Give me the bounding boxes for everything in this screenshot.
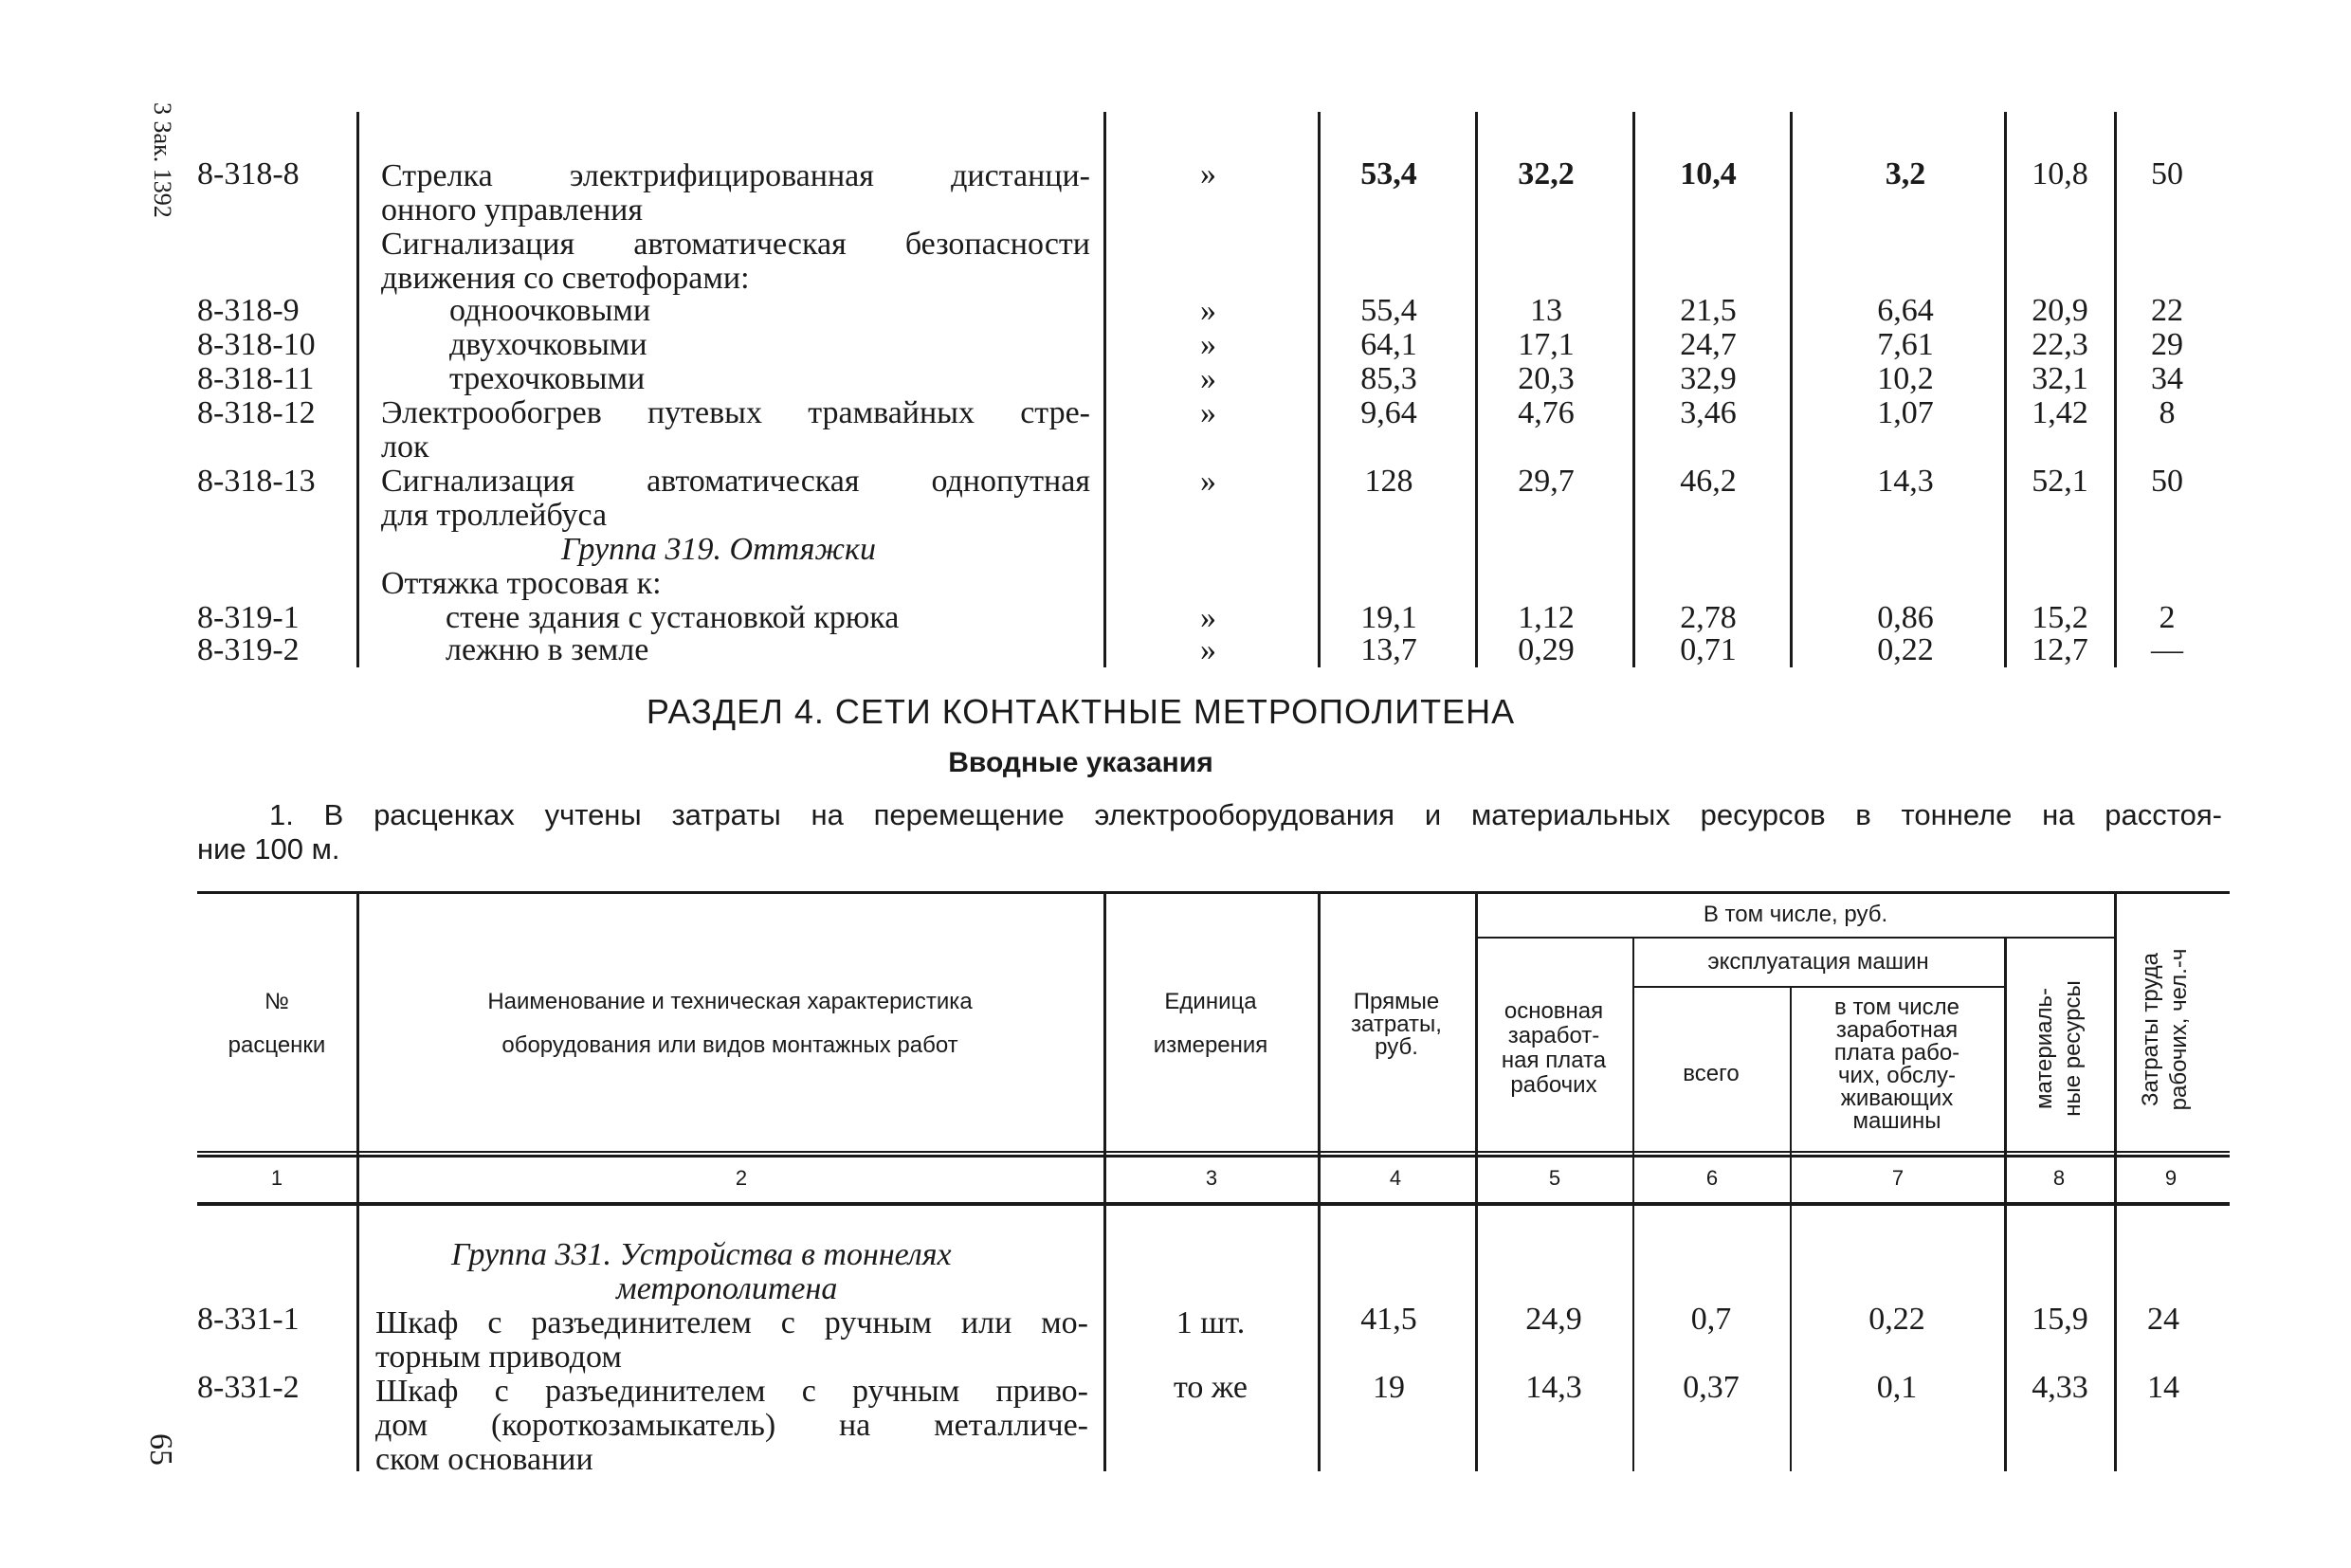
desc-8-331-1-l1: Шкаф с разъединителем с ручным или мо- (375, 1305, 1088, 1340)
val-8-318-13-direct: 128 (1364, 464, 1413, 499)
val-8-318-11-machwage: 10,2 (1877, 361, 1934, 396)
hdr-col7-l6: машины (1852, 1108, 1941, 1134)
val-8-331-1-wage: 24,9 (1525, 1302, 1582, 1337)
desc-8-318-13-l1: Сигнализация автоматическая однопутная (381, 464, 1090, 499)
colnum-1: 1 (270, 1166, 283, 1190)
unit-8-318-8: » (1200, 156, 1216, 191)
val-8-331-2-mat: 4,33 (2032, 1370, 2088, 1405)
val-8-318-12-mat: 1,42 (2032, 395, 2088, 430)
hdr-col5-l2: заработ- (1507, 1023, 1600, 1048)
val-8-318-12-machwage: 1,07 (1877, 395, 1934, 430)
val-8-319-2-mach: 0,71 (1680, 632, 1737, 667)
desc-signal-l2: движения со светофорами: (381, 261, 750, 296)
unit-8-319-2: » (1200, 632, 1216, 667)
unit-8-331-1: 1 шт. (1176, 1305, 1246, 1340)
hdr-col5-l3: ная плата (1501, 1048, 1607, 1073)
desc-8-331-1-l2: торным приводом (375, 1340, 622, 1375)
val-8-318-12-direct: 9,64 (1360, 395, 1417, 430)
code-8-318-11: 8-318-11 (197, 361, 315, 396)
hdr-col4-l1: Прямые (1353, 989, 1440, 1014)
val-8-331-2-direct: 19 (1373, 1370, 1405, 1405)
val-8-318-8-mach: 10,4 (1680, 156, 1737, 191)
hdr-col5-l1: основная (1504, 998, 1604, 1024)
hdr-col3-l2: измерения (1153, 1032, 1268, 1058)
top-rule-7 (2004, 112, 2007, 667)
val-8-318-13-machwage: 14,3 (1877, 464, 1934, 499)
code-8-319-1: 8-319-1 (197, 600, 300, 635)
val-8-318-8-labor: 50 (2151, 156, 2183, 191)
hdr-col7-l2: заработная (1835, 1017, 1959, 1043)
desc-8-318-13-l2: для троллейбуса (381, 498, 608, 533)
section-subtitle: Вводные указания (948, 747, 1213, 778)
page-number: 65 (143, 1433, 178, 1466)
hdr-col3-l1: Единица (1164, 989, 1257, 1014)
val-8-318-11-direct: 85,3 (1360, 361, 1417, 396)
header-top-rule (197, 891, 2230, 894)
unit-8-319-1: » (1200, 600, 1216, 635)
group-319-title: Группа 319. Оттяжки (561, 532, 876, 567)
val-8-331-2-machwage: 0,1 (1876, 1370, 1918, 1405)
val-8-319-2-labor: — (2151, 632, 2183, 667)
hdr-col9-l2: рабочих, чел.-ч (2166, 948, 2192, 1111)
desc-signal-l1: Сигнализация автоматическая безопасности (381, 227, 1090, 262)
val-8-331-2-mach: 0,37 (1683, 1370, 1740, 1405)
val-8-319-1-direct: 19,1 (1360, 600, 1417, 635)
val-8-319-2-wage: 0,29 (1518, 632, 1575, 667)
margin-order-note: 3 Зак. 1392 (149, 102, 176, 218)
hdr-rule-7 (2004, 939, 2007, 1471)
top-rule-8 (2114, 112, 2117, 667)
col-num-rule (197, 1151, 2230, 1153)
hdr-col5-l4: рабочих (1510, 1072, 1597, 1098)
val-8-318-10-wage: 17,1 (1518, 327, 1575, 362)
val-8-318-9-machwage: 6,64 (1877, 293, 1934, 328)
code-8-318-13: 8-318-13 (197, 464, 316, 499)
desc-8-318-8-l2: онного управления (381, 192, 643, 228)
hdr-col4-l3: руб. (1375, 1034, 1418, 1060)
colnum-5: 5 (1548, 1166, 1561, 1190)
unit-8-318-11: » (1200, 361, 1216, 396)
hdr-col1-l1: № (264, 989, 289, 1014)
hdr-col7-l1: в том числе (1834, 994, 1959, 1020)
val-8-319-1-wage: 1,12 (1518, 600, 1575, 635)
hdr-col7-l3: плата рабо- (1833, 1040, 1960, 1066)
desc-8-318-9: одноочковыми (449, 293, 651, 328)
val-8-318-11-mach: 32,9 (1680, 361, 1737, 396)
val-8-318-10-machwage: 7,61 (1877, 327, 1934, 362)
header-bottom-rule (197, 1202, 2230, 1206)
hdr-col9-l1: Затраты труда (2138, 953, 2163, 1107)
val-8-318-9-wage: 13 (1530, 293, 1562, 328)
code-8-318-12: 8-318-12 (197, 395, 316, 430)
hdr-col7-l4: чих, обслу- (1837, 1063, 1957, 1088)
val-8-318-9-mach: 21,5 (1680, 293, 1737, 328)
code-8-318-8: 8-318-8 (197, 156, 300, 191)
val-8-318-8-wage: 32,2 (1518, 156, 1575, 191)
colnum-7: 7 (1891, 1166, 1904, 1190)
val-8-319-2-direct: 13,7 (1360, 632, 1417, 667)
val-8-318-9-labor: 22 (2151, 293, 2183, 328)
val-8-318-12-mach: 3,46 (1680, 395, 1737, 430)
header-mid-rule (197, 1155, 2230, 1158)
val-8-318-10-mat: 22,3 (2032, 327, 2088, 362)
desc-8-318-10: двухочковыми (449, 327, 647, 362)
val-8-318-8-mat: 10,8 (2032, 156, 2088, 191)
val-8-318-13-labor: 50 (2151, 464, 2183, 499)
hdr-col1-l2: расценки (228, 1032, 326, 1058)
hdr-rule-1 (356, 891, 359, 1471)
hdr-col2-l2: оборудования или видов монтажных работ (501, 1032, 958, 1058)
top-rule-1 (356, 112, 359, 667)
desc-8-331-2-l2: дом (короткозамыкатель) на металличе- (375, 1408, 1088, 1443)
val-8-318-8-machwage: 3,2 (1885, 156, 1926, 191)
val-8-331-2-wage: 14,3 (1525, 1370, 1582, 1405)
desc-8-318-12-l2: лок (381, 429, 429, 465)
code-8-318-10: 8-318-10 (197, 327, 316, 362)
hdr-machines: эксплуатация машин (1707, 949, 1929, 975)
unit-8-318-12: » (1200, 395, 1216, 430)
val-8-318-10-labor: 29 (2151, 327, 2183, 362)
val-8-318-9-mat: 20,9 (2032, 293, 2088, 328)
val-8-318-11-mat: 32,1 (2032, 361, 2088, 396)
val-8-318-10-direct: 64,1 (1360, 327, 1417, 362)
colnum-9: 9 (2164, 1166, 2178, 1190)
val-8-319-1-machwage: 0,86 (1877, 600, 1934, 635)
val-8-318-9-direct: 55,4 (1360, 293, 1417, 328)
unit-8-318-9: » (1200, 293, 1216, 328)
desc-8-319-2: лежню в земле (446, 632, 649, 667)
val-8-319-1-labor: 2 (2159, 600, 2176, 635)
incl-rule (1475, 937, 2116, 939)
val-8-331-1-machwage: 0,22 (1868, 1302, 1925, 1337)
val-8-318-8-direct: 53,4 (1360, 156, 1417, 191)
hdr-col4-l2: затраты, (1351, 1012, 1442, 1037)
val-8-331-1-direct: 41,5 (1360, 1302, 1417, 1337)
desc-8-331-2-l3: ском основании (375, 1442, 593, 1477)
val-8-319-1-mat: 15,2 (2032, 600, 2088, 635)
val-8-331-1-labor: 24 (2147, 1302, 2179, 1337)
val-8-319-2-mat: 12,7 (2032, 632, 2088, 667)
colnum-3: 3 (1205, 1166, 1218, 1190)
code-8-318-9: 8-318-9 (197, 293, 300, 328)
val-8-331-1-mat: 15,9 (2032, 1302, 2088, 1337)
desc-8-318-12-l1: Электрообогрев путевых трамвайных стре- (381, 395, 1090, 430)
hdr-col8-l2: ные ресурсы (2060, 980, 2086, 1117)
colnum-2: 2 (735, 1166, 748, 1190)
val-8-319-2-machwage: 0,22 (1877, 632, 1934, 667)
group-331-title-l2: метрополитена (616, 1271, 838, 1306)
desc-8-319-1: стене здания с установкой крюка (446, 600, 900, 635)
colnum-8: 8 (2052, 1166, 2066, 1190)
hdr-incl: В том числе, руб. (1703, 902, 1888, 927)
unit-8-331-2: то же (1173, 1370, 1248, 1405)
hdr-col8-l1: материаль- (2032, 988, 2057, 1109)
desc-guy-header: Оттяжка тросовая к: (381, 566, 662, 601)
val-8-318-13-mat: 52,1 (2032, 464, 2088, 499)
code-8-331-2: 8-331-2 (197, 1370, 300, 1405)
top-rule-2 (1103, 112, 1106, 667)
val-8-319-1-mach: 2,78 (1680, 600, 1737, 635)
desc-8-331-2-l1: Шкаф с разъединителем с ручным приво- (375, 1374, 1088, 1409)
code-8-331-1: 8-331-1 (197, 1302, 300, 1337)
val-8-318-13-wage: 29,7 (1518, 464, 1575, 499)
colnum-4: 4 (1389, 1166, 1402, 1190)
val-8-318-12-labor: 8 (2159, 395, 2176, 430)
colnum-6: 6 (1705, 1166, 1719, 1190)
hdr-col7-l5: живающих (1840, 1085, 1954, 1111)
hdr-col6: всего (1683, 1061, 1740, 1086)
group-331-title-l1: Группа 331. Устройства в тоннелях (451, 1237, 952, 1272)
val-8-318-10-mach: 24,7 (1680, 327, 1737, 362)
val-8-318-11-wage: 20,3 (1518, 361, 1575, 396)
val-8-331-1-mach: 0,7 (1690, 1302, 1732, 1337)
val-8-318-11-labor: 34 (2151, 361, 2183, 396)
intro-paragraph-line2: ние 100 м. (197, 832, 340, 866)
intro-paragraph-line1: 1. В расценках учтены затраты на перемещение электрооборудования и материальных ресурсов в тоннеле на расстоя- (269, 798, 2222, 831)
val-8-318-13-mach: 46,2 (1680, 464, 1737, 499)
desc-8-318-11: трехочковыми (449, 361, 646, 396)
val-8-318-12-wage: 4,76 (1518, 395, 1575, 430)
desc-8-318-8-l1: Стрелка электрифицированная дистанци- (381, 158, 1090, 193)
top-rule-6 (1790, 112, 1793, 667)
code-8-319-2: 8-319-2 (197, 632, 300, 667)
section-title: РАЗДЕЛ 4. СЕТИ КОНТАКТНЫЕ МЕТРОПОЛИТЕНА (646, 692, 1516, 731)
val-8-331-2-labor: 14 (2147, 1370, 2179, 1405)
unit-8-318-13: » (1200, 464, 1216, 499)
unit-8-318-10: » (1200, 327, 1216, 362)
machines-rule (1632, 986, 2004, 988)
hdr-col2-l1: Наименование и техническая характеристика (487, 989, 973, 1014)
